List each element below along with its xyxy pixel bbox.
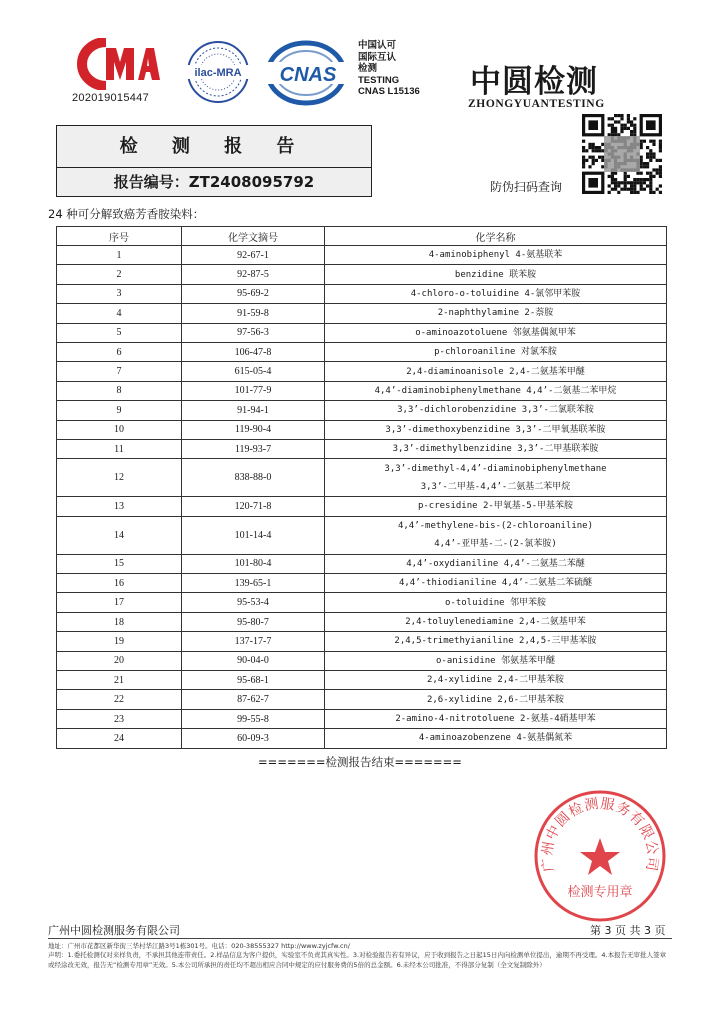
cell-cas: 97-56-3 — [182, 323, 325, 342]
cell-seq: 16 — [57, 574, 182, 593]
cell-seq: 17 — [57, 593, 182, 612]
cell-seq: 19 — [57, 632, 182, 651]
cnas-line: CNAS L15136 — [358, 86, 420, 97]
cell-chemical-name — [325, 342, 667, 361]
cell-seq: 7 — [57, 362, 182, 381]
cell-cas: 139-65-1 — [182, 574, 325, 593]
cell-chemical-name — [325, 516, 667, 554]
cell-cas: 92-87-5 — [182, 265, 325, 284]
table-row — [57, 381, 667, 400]
footer-company: 广州中圆检测服务有限公司 — [48, 924, 180, 937]
chemical-name-line: 4-aminobiphenyl 4-氨基联苯 — [428, 250, 563, 261]
cell-seq: 4 — [57, 304, 182, 323]
table-row — [57, 709, 667, 728]
cell-seq: 13 — [57, 497, 182, 516]
cell-seq: 6 — [57, 342, 182, 361]
chemical-name-line: 3,3’-dimethyl-4,4’-diaminobiphenylmethane — [384, 463, 607, 474]
table-row — [57, 362, 667, 381]
chemical-name-line: benzidine 联苯胺 — [454, 269, 537, 280]
cnas-logo — [262, 40, 354, 106]
chemical-name-line: 2,4-xylidine 2,4-二甲基苯胺 — [426, 675, 565, 686]
cnas-line: 检测 — [358, 63, 378, 74]
cnas-logo-text: CNAS — [279, 64, 337, 86]
cell-seq: 12 — [57, 459, 182, 497]
cell-cas: 91-59-8 — [182, 304, 325, 323]
table-row — [57, 729, 667, 748]
ilac-logo-text: ilac-MRA — [194, 67, 242, 79]
cell-seq: 14 — [57, 516, 182, 554]
footer-divider — [48, 938, 672, 939]
cell-chemical-name — [325, 265, 667, 284]
table-row — [57, 420, 667, 439]
cell-cas: 95-68-1 — [182, 671, 325, 690]
chemical-name-line: 3,3’-dimethoxybenzidine 3,3’-二甲氧基联苯胺 — [385, 424, 606, 435]
table-row — [57, 246, 667, 265]
cell-seq: 22 — [57, 690, 182, 709]
table-row — [57, 612, 667, 631]
table-row — [57, 459, 667, 497]
footer-notice: 声明：1.委托检测仅对来样负责，不承担其他连带责任。2.样品信息为客户提供，实验室不负责其真实性。3.对检验报告若有异议，应于收到报告之日起15日内向检测单位提出，逾期不再受理。4.本报告无审批人签章或经涂改无效，报告无“检测专用章”无效。5.本公司所承担的责任均不超出相应合同中规定的应付服务费的5倍的总金额。6.未经本公司批准，不得部分复制（全文复制除外） — [48, 951, 667, 969]
cell-cas: 95-69-2 — [182, 284, 325, 303]
cell-chemical-name — [325, 593, 667, 612]
cell-cas: 101-77-9 — [182, 381, 325, 400]
chemical-name-line: 2,6-xylidine 2,6-二甲基苯胺 — [426, 694, 565, 705]
cell-chemical-name — [325, 439, 667, 458]
chemical-name-line: 3,3’-dichlorobenzidine 3,3’-二氯联苯胺 — [397, 405, 594, 416]
chemical-name-line: 4,4’-methylene-bis-(2-chloroaniline) — [397, 521, 594, 532]
cell-cas: 99-55-8 — [182, 709, 325, 728]
cell-cas: 101-80-4 — [182, 554, 325, 573]
report-title: 检 测 报 告 — [57, 126, 371, 168]
cell-chemical-name — [325, 690, 667, 709]
chemical-name-line: 3,3’-二甲基-4,4’-二氨基二苯甲烷 — [420, 481, 571, 492]
cell-chemical-name — [325, 246, 667, 265]
cell-cas: 120-71-8 — [182, 497, 325, 516]
table-row — [57, 690, 667, 709]
cell-chemical-name — [325, 497, 667, 516]
cma-logo — [76, 38, 160, 90]
cell-cas: 87-62-7 — [182, 690, 325, 709]
chemical-name-line: 4,4’-oxydianiline 4,4’-二氨基二苯醚 — [406, 558, 585, 569]
chemical-name-line: 4,4’-亚甲基-二-(2-氯苯胺) — [434, 539, 557, 550]
seal-ring-text: 广州中圆检测服务有限公司 — [539, 795, 661, 873]
page-number: 第 3 页 共 3 页 — [590, 924, 666, 937]
table-row — [57, 593, 667, 612]
cell-chemical-name — [325, 709, 667, 728]
cell-seq: 10 — [57, 420, 182, 439]
cell-cas: 95-53-4 — [182, 593, 325, 612]
report-end-mark: =======检测报告结束======= — [258, 755, 462, 769]
table-row — [57, 632, 667, 651]
ilac-mra-logo — [180, 38, 256, 106]
chemical-name-line: 3,3’-dimethylbenzidine 3,3’-二甲基联苯胺 — [392, 444, 599, 455]
cma-number: 202019015447 — [72, 92, 150, 104]
header-seq: 序号 — [57, 227, 182, 246]
cell-seq: 15 — [57, 554, 182, 573]
cell-chemical-name — [325, 554, 667, 573]
table-row — [57, 342, 667, 361]
cell-chemical-name — [325, 284, 667, 303]
cnas-line: 国际互认 — [358, 51, 397, 63]
cell-cas: 838-88-0 — [182, 459, 325, 497]
table-row — [57, 323, 667, 342]
table-row — [57, 574, 667, 593]
cell-cas: 119-93-7 — [182, 439, 325, 458]
cell-chemical-name — [325, 401, 667, 420]
cell-seq: 20 — [57, 651, 182, 670]
cell-seq: 8 — [57, 381, 182, 400]
amine-table — [56, 226, 667, 749]
cell-seq: 23 — [57, 709, 182, 728]
table-row — [57, 497, 667, 516]
verify-scan-label: 防伪扫码查询 — [490, 180, 563, 194]
chemical-name-line: 2,4-toluylenediamine 2,4-二氨基甲苯 — [405, 617, 586, 628]
cell-chemical-name — [325, 729, 667, 748]
cnas-line: 中国认可 — [358, 40, 397, 51]
cell-chemical-name — [325, 362, 667, 381]
qr-code-icon[interactable] — [582, 114, 662, 194]
table-row — [57, 265, 667, 284]
cell-cas: 95-80-7 — [182, 612, 325, 631]
chemical-name-line: p-chloroaniline 对氯苯胺 — [434, 347, 557, 358]
cell-seq: 21 — [57, 671, 182, 690]
cell-seq: 24 — [57, 729, 182, 748]
table-row — [57, 554, 667, 573]
cell-cas: 92-67-1 — [182, 246, 325, 265]
cell-cas: 91-94-1 — [182, 401, 325, 420]
chemical-name-line: o-toluidine 邻甲苯胺 — [444, 597, 547, 608]
brand-name-cn: 中圆检测 — [470, 64, 598, 100]
cell-chemical-name — [325, 651, 667, 670]
cell-seq: 5 — [57, 323, 182, 342]
cell-cas: 615-05-4 — [182, 362, 325, 381]
table-header-row — [57, 227, 667, 246]
chemical-name-line: p-cresidine 2-甲氧基-5-甲基苯胺 — [417, 501, 574, 512]
cell-chemical-name — [325, 381, 667, 400]
cell-seq: 11 — [57, 439, 182, 458]
chemical-name-line: o-anisidine 邻氨基苯甲醚 — [435, 655, 556, 666]
table-row — [57, 439, 667, 458]
cell-cas: 137-17-7 — [182, 632, 325, 651]
seal-bottom-text: 检测专用章 — [567, 885, 633, 900]
cell-chemical-name — [325, 612, 667, 631]
cell-cas: 90-04-0 — [182, 651, 325, 670]
cell-chemical-name — [325, 323, 667, 342]
table-row — [57, 304, 667, 323]
cell-cas: 101-14-4 — [182, 516, 325, 554]
chemical-name-line: o-aminoazotoluene 邻氨基偶氮甲苯 — [415, 327, 576, 338]
cell-cas: 119-90-4 — [182, 420, 325, 439]
chemical-name-line: 4-aminoazobenzene 4-氨基偶氮苯 — [418, 733, 573, 744]
cell-chemical-name — [325, 574, 667, 593]
cell-seq: 1 — [57, 246, 182, 265]
cell-cas: 60-09-3 — [182, 729, 325, 748]
table-row — [57, 284, 667, 303]
brand-name-en: ZHONGYUANTESTING — [468, 98, 605, 110]
company-seal-stamp — [530, 786, 670, 926]
cell-cas: 106-47-8 — [182, 342, 325, 361]
table-row — [57, 651, 667, 670]
chemical-name-line: 2-naphthylamine 2-萘胺 — [437, 308, 554, 319]
footer-address: 地址：广州市花都区新华街三华村华江路3号1栋301号。电话：020-38555327 http://www.zyjcfw.cn/ — [48, 942, 350, 950]
chemical-name-line: 2-amino-4-nitrotoluene 2-氨基-4硝基甲苯 — [395, 714, 596, 724]
cnas-line: TESTING — [358, 74, 400, 86]
cell-chemical-name — [325, 459, 667, 497]
cell-chemical-name — [325, 304, 667, 323]
chemical-name-line: 2,4,5-trimethyianiline 2,4,5-三甲基苯胺 — [394, 636, 597, 647]
report-number: 报告编号：ZT2408095792 — [113, 173, 315, 191]
chemical-name-line: 4,4’-diaminobiphenylmethane 4,4’-二氨基二苯甲烷 — [374, 385, 617, 396]
report-title-box — [56, 125, 372, 197]
table-row — [57, 401, 667, 420]
chemical-name-line: 4,4’-thiodianiline 4,4’-二氨基二苯硫醚 — [398, 578, 593, 589]
table-body — [57, 246, 667, 749]
cell-seq: 3 — [57, 284, 182, 303]
cell-chemical-name — [325, 420, 667, 439]
cell-seq: 2 — [57, 265, 182, 284]
chemical-name-line: 2,4-diaminoanisole 2,4-二氨基苯甲醚 — [406, 366, 585, 377]
table-row — [57, 516, 667, 554]
cell-seq: 18 — [57, 612, 182, 631]
cell-seq: 9 — [57, 401, 182, 420]
header-chemical-name: 化学名称 — [325, 227, 667, 246]
table-caption: 24 种可分解致癌芳香胺染料： — [48, 207, 205, 221]
header-cas: 化学文摘号 — [182, 227, 325, 246]
cell-chemical-name — [325, 632, 667, 651]
table-row — [57, 671, 667, 690]
cnas-accreditation-text — [358, 40, 420, 98]
chemical-name-line: 4-chloro-o-toluidine 4-氯邻甲苯胺 — [410, 288, 581, 299]
cell-chemical-name — [325, 671, 667, 690]
